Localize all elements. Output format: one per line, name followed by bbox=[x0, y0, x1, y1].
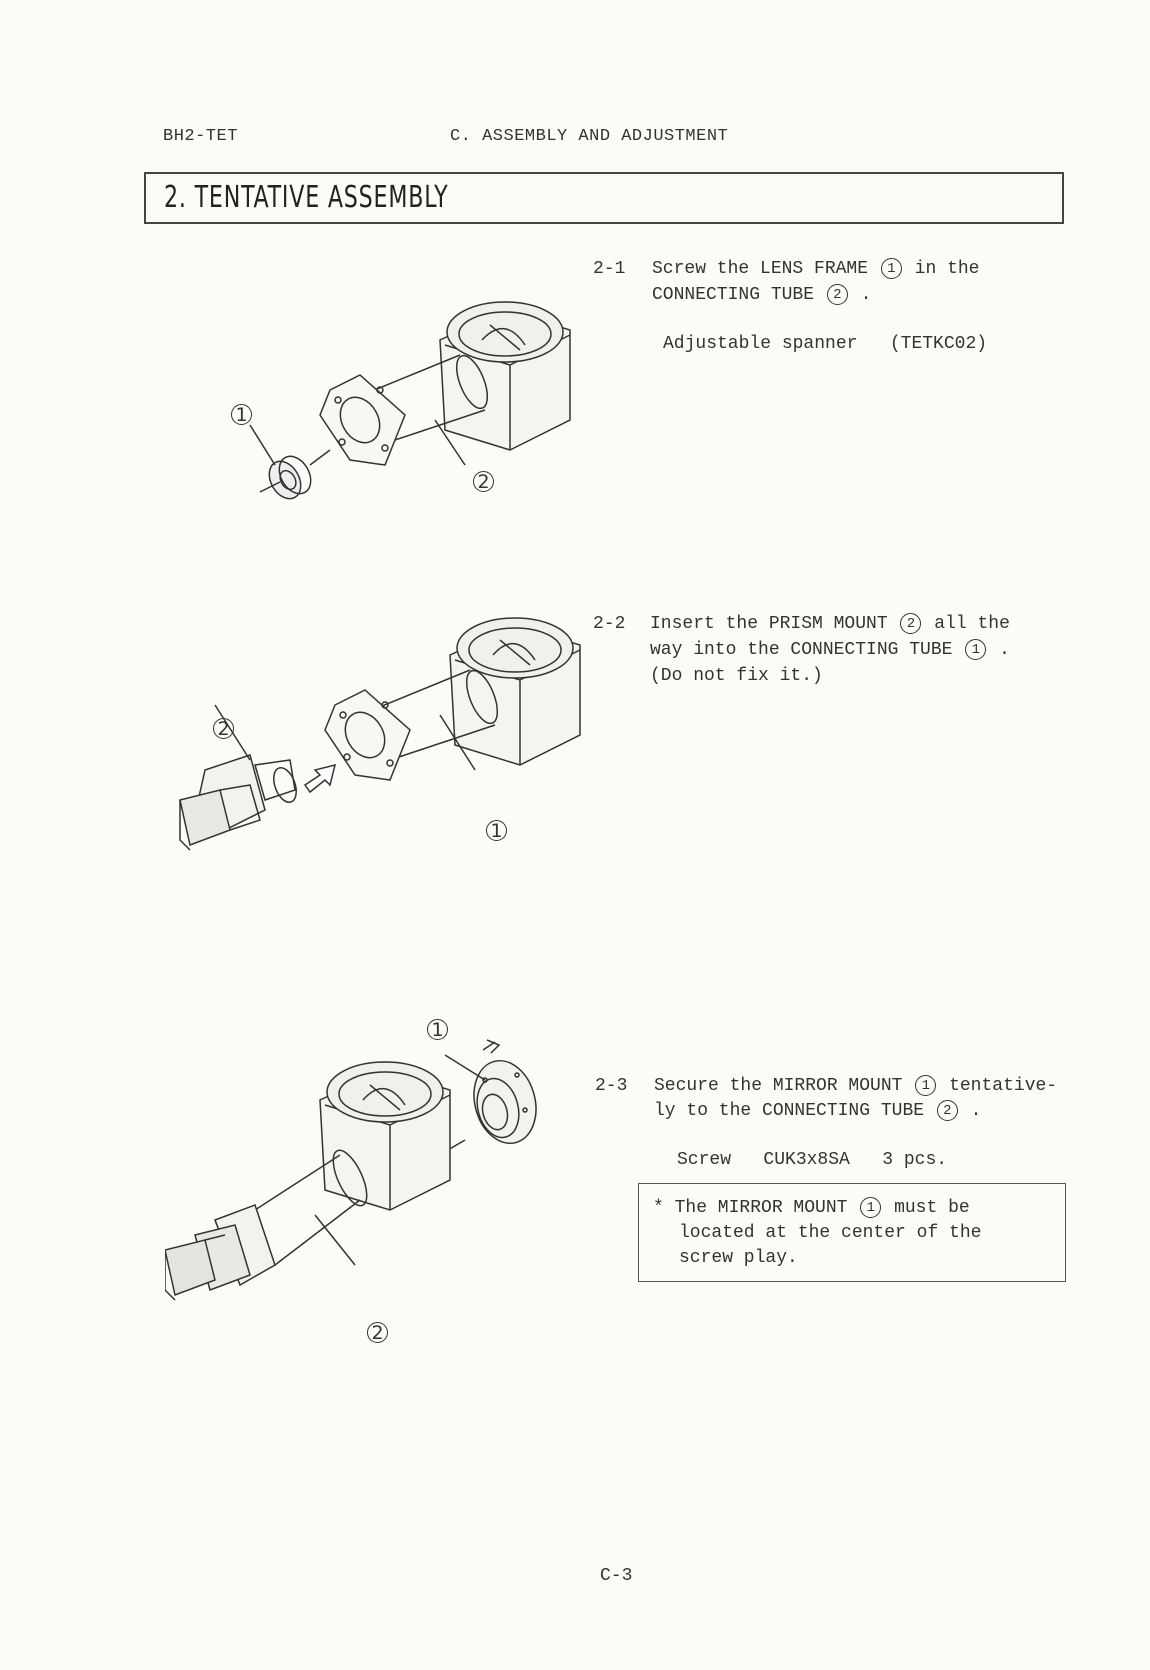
callout-ref: 2 bbox=[937, 1100, 958, 1121]
note-line: screw play. bbox=[679, 1248, 798, 1268]
doc-code: BH2-TET bbox=[163, 127, 238, 146]
section-title: 2. TENTATIVE ASSEMBLY bbox=[164, 180, 449, 215]
step-text-line bbox=[654, 1074, 1057, 1099]
step-number: 2-3 bbox=[595, 1076, 628, 1096]
step-text-line bbox=[654, 1099, 981, 1124]
figure-callout: 2 bbox=[213, 718, 234, 739]
figure-callout: 1 bbox=[486, 820, 507, 841]
tool-note: Adjustable spanner (TETKC02) bbox=[663, 334, 988, 354]
note-text: must be bbox=[894, 1198, 970, 1218]
parts-note: Screw CUK3x8SA 3 pcs. bbox=[677, 1150, 948, 1170]
figure-callout: 2 bbox=[367, 1322, 388, 1343]
callout-ref: 1 bbox=[965, 639, 986, 660]
note-text: * The MIRROR MOUNT bbox=[653, 1198, 848, 1218]
figure-mirror-mount-assembly bbox=[165, 1020, 585, 1365]
page-number: C-3 bbox=[600, 1566, 633, 1586]
caution-note-box bbox=[638, 1183, 1066, 1282]
step-text: ly to the CONNECTING TUBE bbox=[654, 1101, 925, 1121]
note-line: located at the center of the bbox=[679, 1223, 982, 1243]
step-number: 2-1 bbox=[593, 259, 626, 279]
step-text-line bbox=[652, 257, 979, 282]
step-text: way into the CONNECTING TUBE bbox=[650, 640, 953, 660]
callout-ref: 2 bbox=[900, 613, 921, 634]
section-heading: C. ASSEMBLY AND ADJUSTMENT bbox=[450, 127, 729, 146]
step-text: . bbox=[999, 640, 1010, 660]
step-text-line bbox=[650, 638, 1010, 663]
callout-ref: 1 bbox=[881, 258, 902, 279]
callout-ref: 1 bbox=[860, 1197, 881, 1218]
figure-callout: 1 bbox=[231, 404, 252, 425]
step-number: 2-2 bbox=[593, 614, 626, 634]
step-text: . bbox=[970, 1101, 982, 1121]
section-title-box bbox=[144, 172, 1064, 224]
callout-ref: 1 bbox=[915, 1075, 936, 1096]
callout-ref: 2 bbox=[827, 284, 848, 305]
figure-callout: 2 bbox=[473, 471, 494, 492]
step-text-line: (Do not fix it.) bbox=[650, 666, 823, 686]
step-text: Secure the MIRROR MOUNT bbox=[654, 1076, 903, 1096]
step-text: Screw the LENS FRAME bbox=[652, 259, 869, 279]
step-text: in the bbox=[914, 259, 980, 279]
step-text: CONNECTING TUBE bbox=[652, 285, 815, 305]
step-text: all the bbox=[934, 614, 1010, 634]
figure-prism-mount-insertion bbox=[175, 610, 595, 900]
step-text: Insert the PRISM MOUNT bbox=[650, 614, 888, 634]
step-text-line bbox=[650, 612, 1010, 637]
note-line bbox=[653, 1196, 970, 1221]
figure-lens-frame-assembly bbox=[220, 270, 600, 520]
step-text-line bbox=[652, 283, 871, 308]
step-text: tentative- bbox=[949, 1076, 1058, 1096]
step-text: . bbox=[860, 285, 872, 305]
figure-callout: 1 bbox=[427, 1019, 448, 1040]
